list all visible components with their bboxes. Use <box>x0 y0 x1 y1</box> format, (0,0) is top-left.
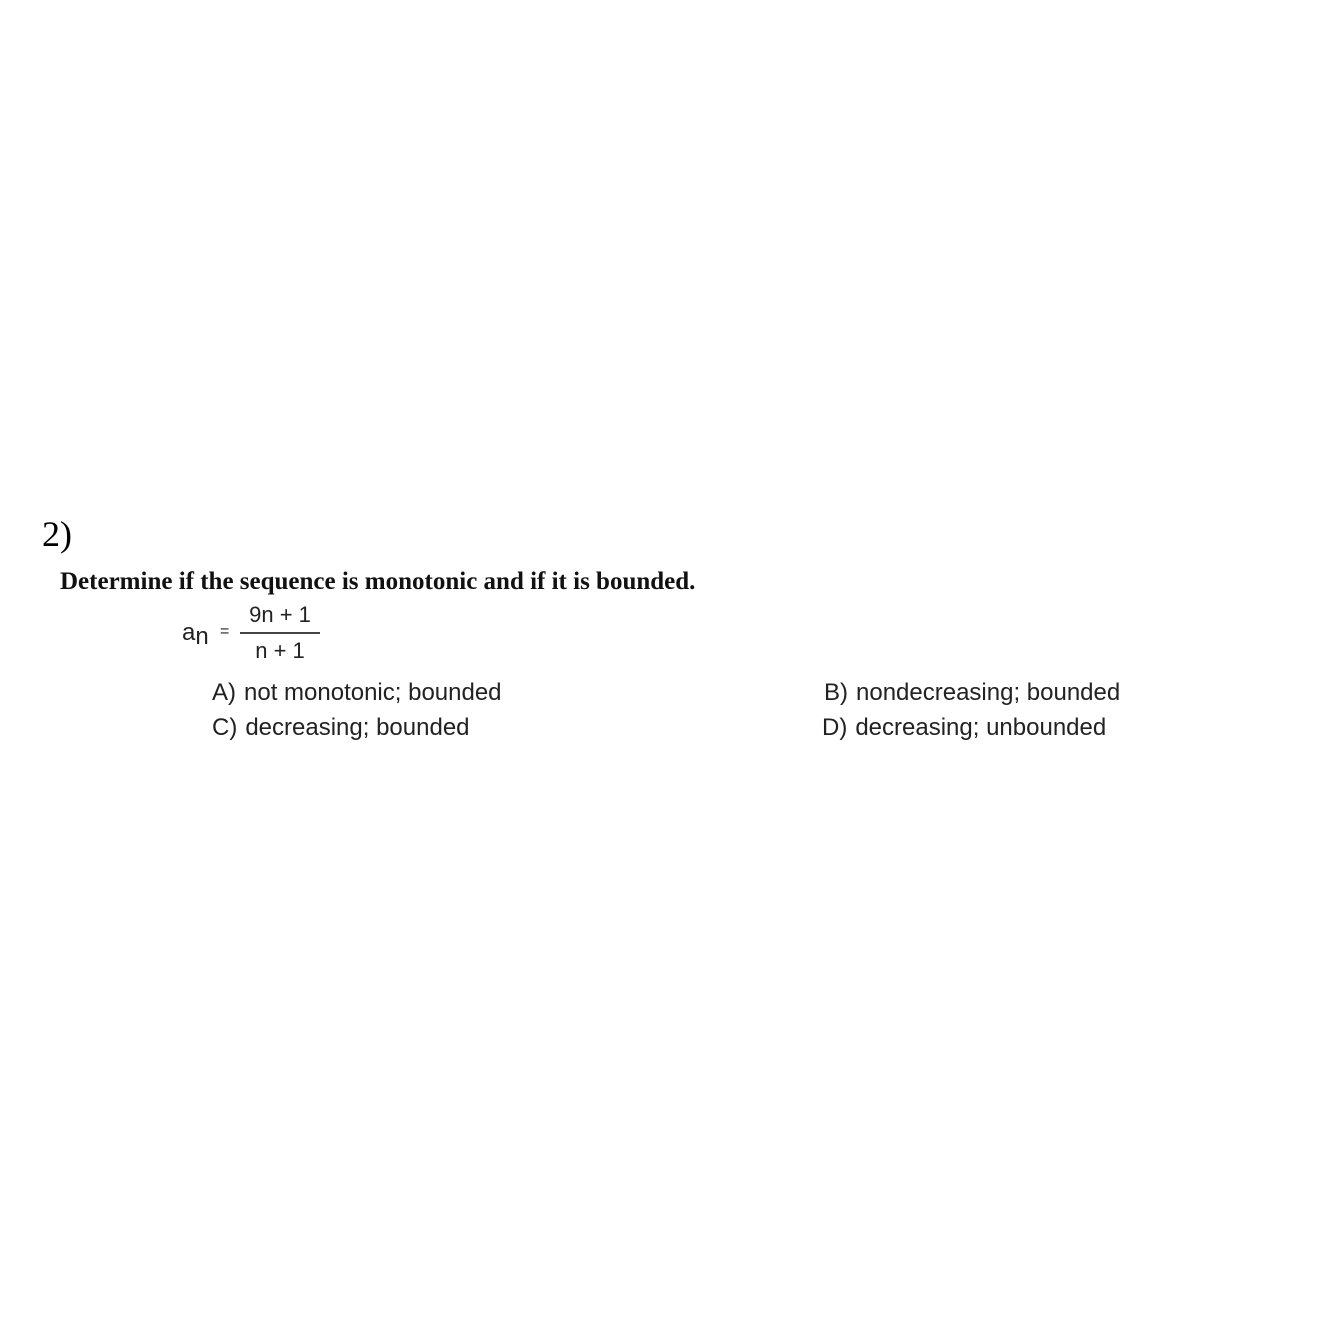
sequence-formula <box>182 600 342 670</box>
formula-numerator: 9n + 1 <box>249 602 311 627</box>
choice-a-letter: A) <box>212 679 236 706</box>
choice-a[interactable] <box>212 678 502 708</box>
choice-a-text: not monotonic; bounded <box>244 679 502 706</box>
choice-d[interactable] <box>822 713 1106 743</box>
choice-b[interactable] <box>824 678 1120 708</box>
choice-b-text: nondecreasing; bounded <box>856 679 1121 706</box>
formula-lhs <box>182 618 209 648</box>
choice-d-letter: D) <box>822 714 848 741</box>
choice-d-text: decreasing; unbounded <box>855 714 1107 741</box>
question-number: 2) <box>42 514 72 554</box>
formula-equals: = <box>220 623 230 640</box>
formula-denominator: n + 1 <box>255 638 305 663</box>
formula-fraction <box>240 600 320 666</box>
choice-b-letter: B) <box>824 679 848 706</box>
choice-c[interactable] <box>212 713 470 743</box>
choice-c-text: decreasing; bounded <box>245 714 470 741</box>
formula-lhs-subscript: n <box>195 623 209 650</box>
question-prompt: Determine if the sequence is monotonic and if it is bounded. <box>60 568 696 595</box>
fraction-bar <box>240 632 320 634</box>
formula-lhs-base: a <box>182 619 196 646</box>
choice-c-letter: C) <box>212 714 238 741</box>
